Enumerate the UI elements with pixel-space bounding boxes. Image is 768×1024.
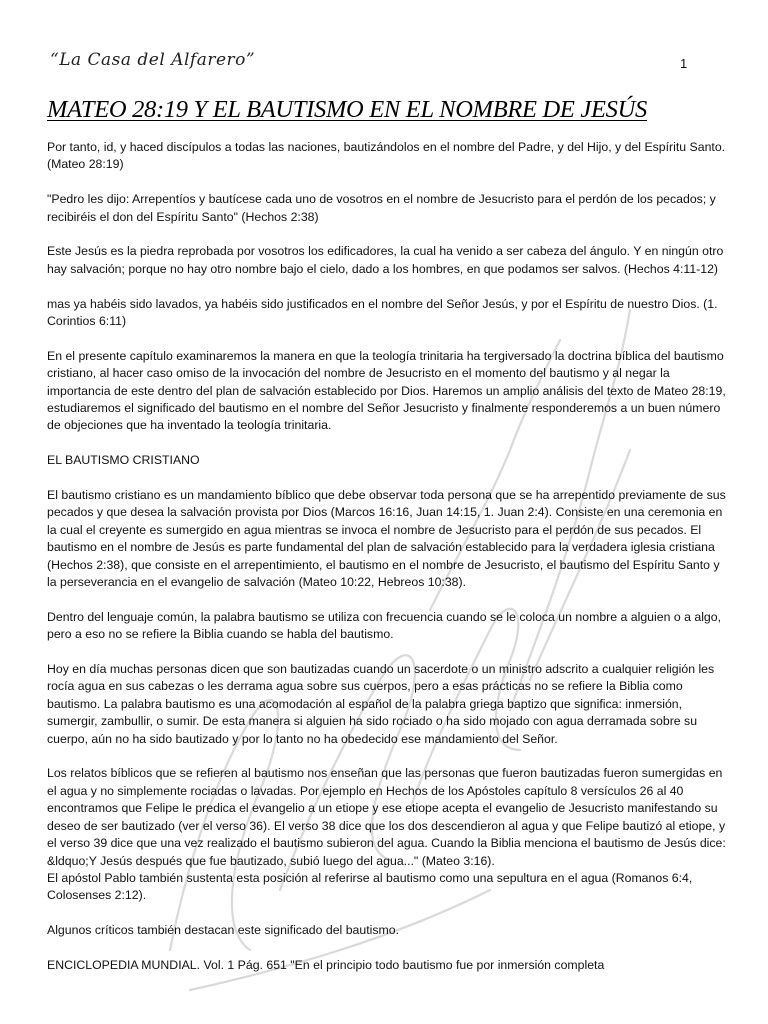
paragraph: ENCICLOPEDIA MUNDIAL. Vol. 1 Pág. 651 "En el principio todo bautismo fue por inmersión completa xyxy=(47,957,605,972)
section-heading: EL BAUTISMO CRISTIANO xyxy=(47,453,200,468)
document-title: MATEO 28:19 Y EL BAUTISMO EN EL NOMBRE DE JESÚS xyxy=(47,96,647,123)
paragraph: El bautismo cristiano es un mandamiento bíblico que debe observar toda persona que se ha arrepentido previamente de sus pecados y que desea la salvación provista por Dios (Marcos 16:16, Juan 14:15, 1. Juan 2:4). Consiste en una ceremonia en la cual el creyente es sumergido en agua mientras se invoca el nombre de Jesucristo para el perdón de sus pecados. El bautismo en el nombre de Jesús es parte fundamental del plan de salvación establecido para la verdadera iglesia cristiana (Hechos 2:38), que consiste en el arrepentimiento, el bautismo en el nombre de Jesucristo, el bautismo del Espíritu Santo y la perseverancia en el evangelio de salvación (Mateo 10:22, Hebreos 10:38). xyxy=(47,488,726,590)
paragraph: mas ya habéis sido lavados, ya habéis sido justificados en el nombre del Señor Jesús, y por el Espíritu de nuestro Dios. (1. Corintios 6:11) xyxy=(47,296,718,329)
paragraph: En el presente capítulo examinaremos la manera en que la teología trinitaria ha tergiversado la doctrina bíblica del bautismo cristiano, al hacer caso omiso de la invocación del nombre de Jesucristo en el momento del bautismo y al negar la importancia de este dentro del plan de salvación establecido por Dios. Haremos un amplio análisis del texto de Mateo 28:19, estudiaremos el significado del bautismo en el nombre del Señor Jesucristo y finalmente responderemos a un buen número de objeciones que ha inventado la teología trinitaria. xyxy=(47,348,726,433)
paragraph: El apóstol Pablo también sustenta esta posición al referirse al bautismo como una sepultura en el agua (Romanos 6:4, Colosenses 2:12). xyxy=(47,870,693,903)
paragraph: Este Jesús es la piedra reprobada por vosotros los edificadores, la cual ha venido a ser cabeza del ángulo. Y en ningún otro hay salvación; porque no hay otro nombre bajo el cielo, dado a los hombres, en que podamos ser salvos. (Hechos 4:11-12) xyxy=(47,244,724,276)
paragraph: Algunos críticos también destacan este significado del bautismo. xyxy=(47,923,400,938)
page-number: 1 xyxy=(680,56,688,71)
paragraph: Hoy en día muchas personas dicen que son bautizadas cuando un sacerdote o un ministro adscrito a cualquier religión les rocía agua en sus cabezas o les derrama agua sobre sus cuerpos, pero a esas prácticas no se refiere la Biblia como bautismo. La palabra bautismo es una acomodación al español de la palabra griega baptizo que significa: inmersión, sumergir, zambullir, o sumir. De esta manera si alguien ha sido rociado o ha sido mojado con agua derramada sobre su cuerpo, aún no ha sido bautizado y por lo tanto no ha obedecido ese mandamiento del Señor. xyxy=(47,662,715,746)
document-body xyxy=(47,139,727,992)
paragraph: Dentro del lenguaje común, la palabra bautismo se utiliza con frecuencia cuando se le coloca un nombre a alguien o a algo, pero a eso no se refiere la Biblia cuando se habla del bautismo. xyxy=(47,609,722,642)
header-brand: “La Casa del Alfarero” xyxy=(50,50,256,70)
paragraph: "Pedro les dijo: Arrepentíos y bautícese cada uno de vosotros en el nombre de Jesucristo para el perdón de los pecados; y recibiréis el don del Espíritu Santo" (Hechos 2:38) xyxy=(47,192,716,224)
paragraph: Por tanto, id, y haced discípulos a todas las naciones, bautizándolos en el nombre del Padre, y del Hijo, y del Espíritu Santo. (Mateo 28:19) xyxy=(47,140,726,172)
paragraph: Los relatos bíblicos que se refieren al bautismo nos enseñan que las personas que fueron bautizadas fueron sumergidas en el agua y no simplemente rociadas o lavadas. Por ejemplo en Hechos de los Apóstoles capítulo 8 versículos 26 al 40 encontramos que Felipe le predica el evangelio a un etiope y ese etiope acepta el evangelio de Jesucristo manifestando su deseo de ser bautizado (ver el verso 36). El verso 38 dice que los dos descendieron al agua y que Felipe bautizó al etiope, y el verso 39 dice que una vez realizado el bautismo subieron del agua. Cuando la Biblia menciona el bautismo de Jesús dice: &ldquo;Y Jesús después que fue bautizado, subió luego del agua..." (Mateo 3:16). xyxy=(47,766,726,868)
